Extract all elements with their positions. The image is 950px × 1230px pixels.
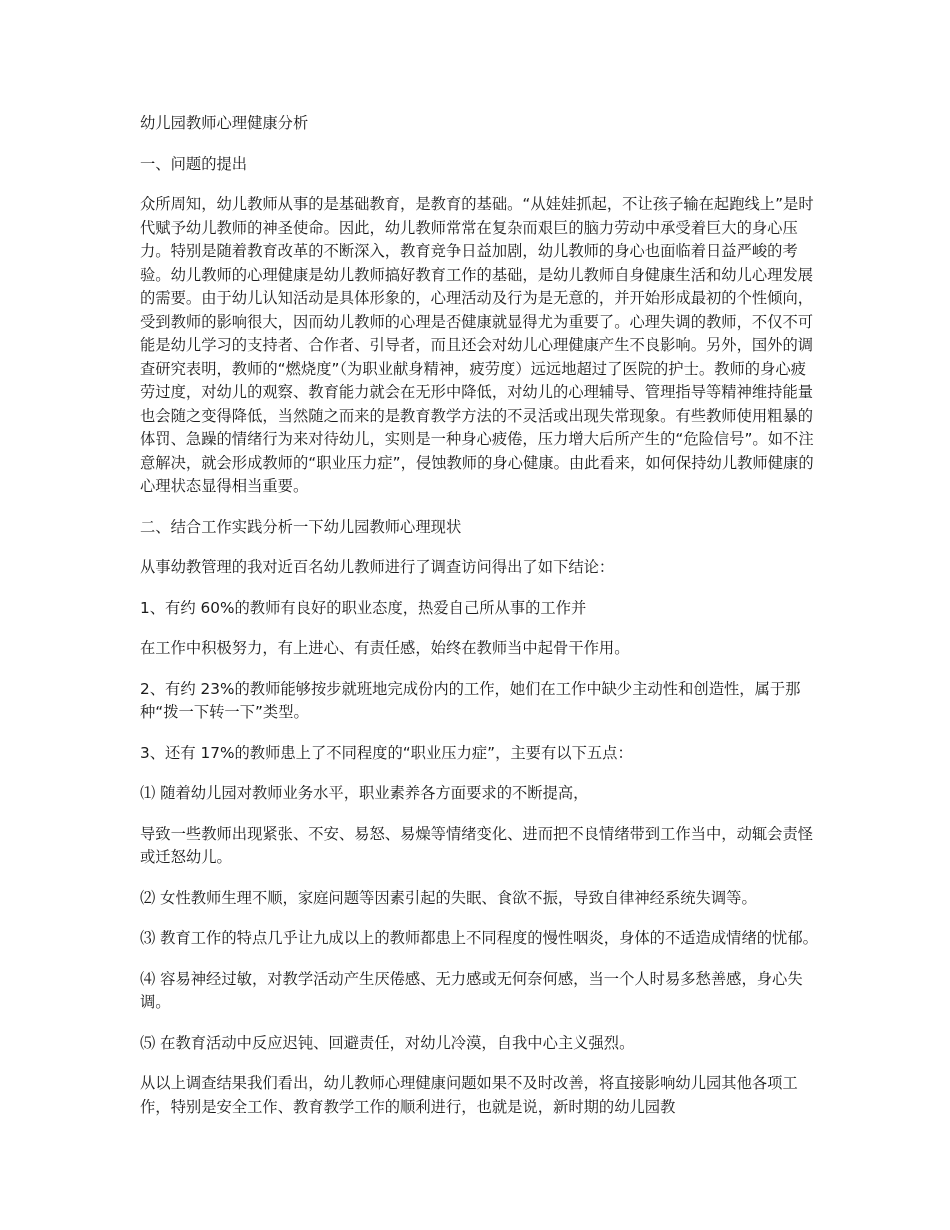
sub-item-5: ⑸ 在教育活动中反应迟钝、回避责任，对幼儿冷漠，自我中心主义强烈。 xyxy=(140,1033,635,1052)
sub-item-1a: ⑴ 随着幼儿园对教师业务水平，职业素养各方面要求的不断提高， xyxy=(140,784,589,802)
section-heading-1: 一、问题的提出 xyxy=(140,154,248,173)
list-item-1a: 1、有约 60%的教师有良好的职业态度，热爱自己所从事的工作并 xyxy=(140,598,587,617)
list-item-2: 2、有约 23%的教师能够按步就班地完成份内的工作，她们在工作中缺少主动性和创造性，属于那种“拨一下转一下”类型。 xyxy=(140,679,801,721)
sub-item-3: ⑶ 教育工作的特点几乎让九成以上的教师都患上不同程度的慢性咽炎，身体的不适造成情绪的忧郁。 xyxy=(140,929,818,947)
paragraph-conclusion: 从以上调查结果我们看出，幼儿教师心理健康问题如果不及时改善，将直接影响幼儿园其他各项工作，特别是安全工作、教育教学工作的顺利进行，也就是说，新时期的幼儿园教 xyxy=(140,1074,798,1116)
section-heading-2: 二、结合工作实践分析一下幼儿园教师心理现状 xyxy=(140,517,462,536)
document-page xyxy=(140,112,820,1136)
paragraph-survey: 从事幼教管理的我对近百名幼儿教师进行了调查访问得出了如下结论： xyxy=(140,558,615,576)
sub-item-2: ⑵ 女性教师生理不顺，家庭问题等因素引起的失眠、食欲不振，导致自律神经系统失调等。 xyxy=(140,888,757,907)
list-item-1b: 在工作中积极努力，有上进心、有责任感，始终在教师当中起骨干作用。 xyxy=(140,639,630,657)
paragraph-intro: 众所周知，幼儿教师从事的是基础教育，是教育的基础。“从娃娃抓起，不让孩子输在起跑线上”是时代赋予幼儿教师的神圣使命。因此，幼儿教师常常在复杂而艰巨的脑力劳动中承受着巨大的身心压力。特别是随着教育改革的不断深入，教育竞争日益加剧，幼儿教师的身心也面临着日益严峻的考验。幼儿教师的心理健康是幼儿教师搞好教育工作的基础，是幼儿教师自身健康生活和幼儿心理发展的需要。由于幼儿认知活动是具体形象的，心理活动及行为是无意的，并开始形成最初的个性倾向，受到教师的影响很大，因而幼儿教师的心理是否健康就显得尤为重要了。心理失调的教师，不仅不可能是幼儿学习的支持者、合作者、引导者，而且还会对幼儿心理健康产生不良影响。另外，国外的调查研究表明，教师的“燃烧度”（为职业献身精神，疲劳度）远远地超过了医院的护士。教师的身心疲劳过度，对幼儿的观察、教育能力就会在无形中降低，对幼儿的心理辅导、管理指导等精神维持能量也会随之变得降低，当然随之而来的是教育教学方法的不灵活或出现失常现象。有些教师使用粗暴的体罚、急躁的情绪行为来对待幼儿，实则是一种身心疲倦，压力增大后所产生的“危险信号”。如不注意解决，就会形成教师的“职业压力症”，侵蚀教师的身心健康。由此看来，如何保持幼儿教师健康的心理状态显得相当重要。 xyxy=(140,195,814,495)
list-item-3: 3、还有 17%的教师患上了不同程度的“职业压力症”，主要有以下五点： xyxy=(140,743,633,762)
sub-item-4: ⑷ 容易神经过敏，对教学活动产生厌倦感、无力感或无何奈何感，当一个人时易多愁善感，身心失调。 xyxy=(140,969,803,1011)
sub-item-1b: 导致一些教师出现紧张、不安、易怒、易燥等情绪变化、进而把不良情绪带到工作当中，动辄会责怪或迁怒幼儿。 xyxy=(140,824,814,866)
document-title: 幼儿园教师心理健康分析 xyxy=(140,114,309,132)
